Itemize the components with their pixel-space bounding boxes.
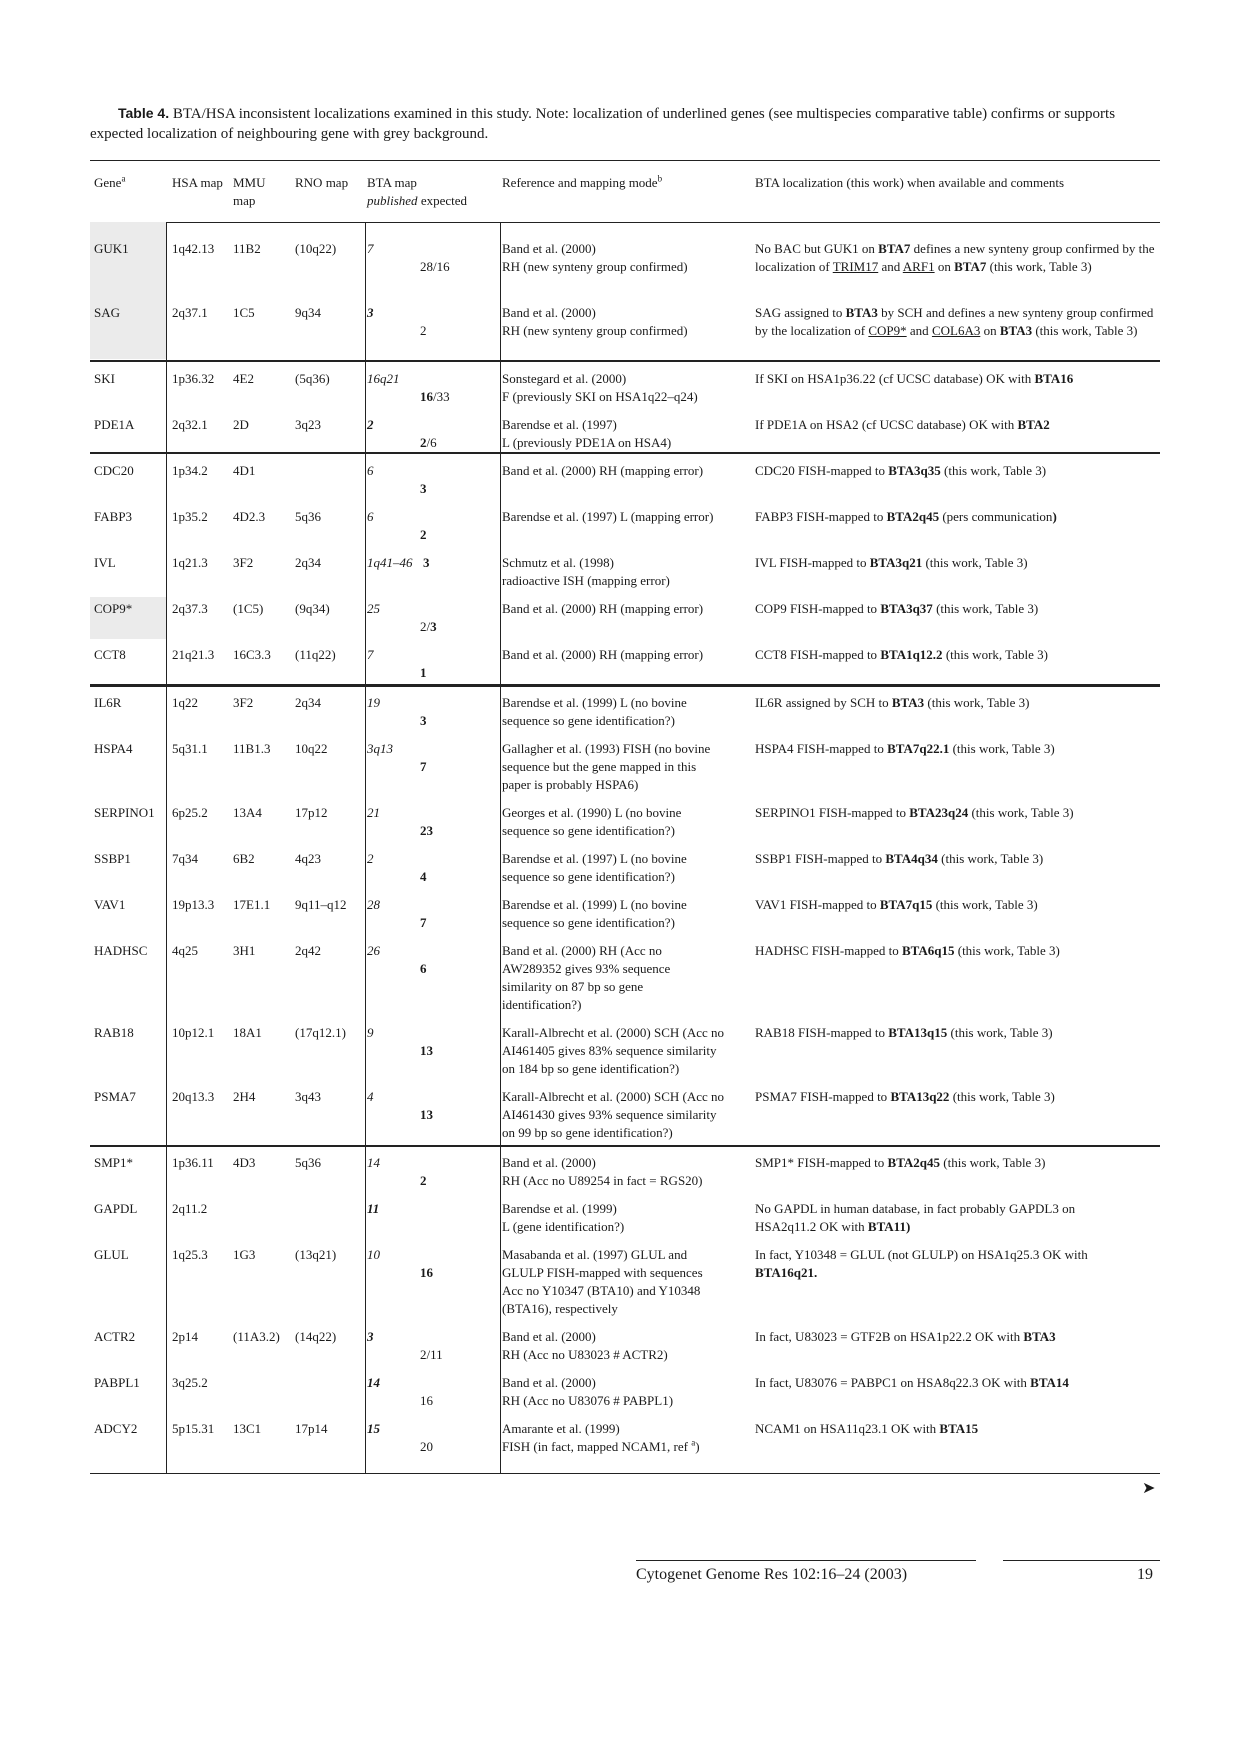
- header-gene: Gene$^a$: [94, 173, 126, 190]
- vline-1: [166, 222, 167, 1474]
- rule-bottom: [90, 1473, 1160, 1474]
- continued-arrow-icon: ➤: [1142, 1478, 1156, 1497]
- footer-rule-right: [1003, 1560, 1160, 1561]
- table-caption: [90, 103, 1160, 144]
- rule-header: [90, 222, 1160, 223]
- header-comment: BTA localization (this work) when available and comments: [755, 175, 1065, 190]
- rule-group-4: [90, 1145, 1160, 1147]
- footer-journal: Cytogenet Genome Res 102:16–24 (2003): [636, 1566, 908, 1583]
- rule-group-2: [90, 452, 1160, 454]
- vline-3: [500, 222, 501, 1474]
- caption-label: Table 4.: [118, 105, 170, 121]
- rule-group-1: [90, 360, 1160, 362]
- header-ref: Reference and mapping mode$^b$: [502, 173, 663, 190]
- rule-group-3: [90, 684, 1160, 687]
- header-hsa: HSA map: [172, 175, 223, 190]
- header-rno: RNO map: [295, 175, 349, 190]
- vline-2: [365, 222, 366, 1474]
- rule-top: [90, 160, 1160, 161]
- footer-rule-left: [636, 1560, 976, 1561]
- header-bta: BTA map published expected: [367, 175, 468, 208]
- header-mmu: MMU map: [233, 175, 266, 208]
- footer-page-number: 19: [1137, 1566, 1153, 1583]
- caption-text: BTA/HSA inconsistent localizations examined in this study. Note: localization of underlined genes (see multispecies comparative table) confirms or supports expected localization of neighbouring gene with grey background.: [90, 106, 1116, 142]
